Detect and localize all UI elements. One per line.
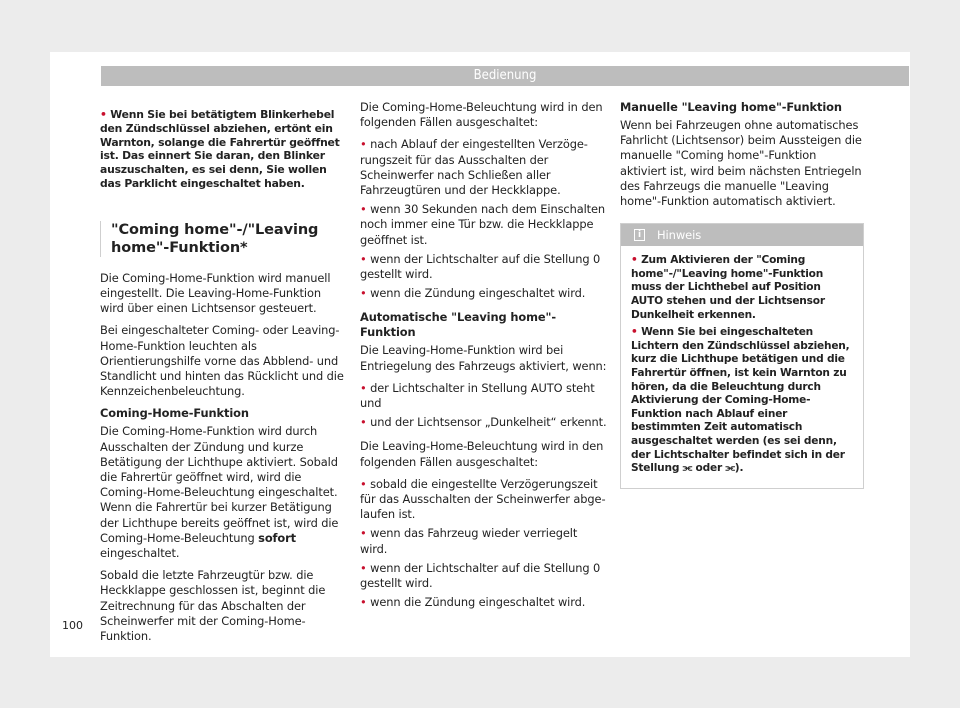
paragraph: Die Coming-Home-Funktion wird manuell eingestellt. Die Leaving-Home-Funktion wird über einen Lichtsensor gesteuert. xyxy=(100,270,331,316)
paragraph: Bei eingeschalteter Coming- oder Leaving-Home-Funktion leuchten als Orientierungshilfe vorne das Abblend- und Standlicht und hinten das Rücklicht und die Kennzeichenbeleuchtung. xyxy=(100,323,344,399)
page xyxy=(50,52,910,657)
list-item-text: und der Lichtsensor „Dunkelheit“ erkennt. xyxy=(370,415,607,430)
bullet-icon: • xyxy=(360,526,371,541)
list-item-text: wenn 30 Sekunden nach dem Einschalten noch immer eine Tür bzw. die Heckklappe geöffnet ist. xyxy=(360,202,606,247)
paragraph: Die Leaving-Home-Funktion wird bei Entriegelung des Fahrzeugs aktiviert, wenn: xyxy=(360,343,607,373)
column-left xyxy=(100,108,344,651)
bullet-icon: • xyxy=(360,476,371,491)
hinweis-title: Hinweis xyxy=(657,228,702,243)
bullet-icon: • xyxy=(360,415,371,430)
list-item xyxy=(360,595,608,610)
list-item xyxy=(360,526,608,556)
paragraph: Sobald die letzte Fahrzeugtür bzw. die Heckklappe geschlossen ist, beginnt die Zeitrechnung für das Abschalten der Scheinwerfer mit der Coming-Home-Funktion. xyxy=(100,568,326,644)
list-item xyxy=(360,286,608,301)
list-item-text: wenn der Lichtschalter auf die Stellung 0 gestellt wird. xyxy=(360,251,601,282)
paragraph: Die Coming-Home-Beleuchtung wird in den folgenden Fällen ausgeschaltet: xyxy=(360,100,603,130)
list-item xyxy=(360,477,608,523)
warning-note xyxy=(100,108,344,191)
warning-text: Wenn Sie bei betätigtem Blinkerhebel den Zündschlüssel abziehen, ertönt ein Warnton, solange die Fahrertür geöffnet ist. Das einnert Sie daran, den Blinker auszuschalten, es sei denn, Sie wollen das Parklicht eingeschaltet haben. xyxy=(100,108,340,190)
paragraph: Wenn bei Fahrzeugen ohne automatisches Fahrlicht (Lichtsensor) beim Aussteigen die manuelle "Coming home"-Funktion aktiviert ist, wird beim nächsten Entriegeln des Fahrzeugs die manuelle "Leaving home"-Funktion automatisch aktiviert. xyxy=(620,118,862,209)
hinweis-header xyxy=(621,224,863,246)
list-item xyxy=(360,252,608,282)
bullet-list xyxy=(360,137,608,301)
bullet-icon: • xyxy=(360,137,371,152)
bullet-list xyxy=(360,381,608,431)
subheading: Automatische "Leaving home"-Funktion xyxy=(360,310,556,340)
page-number: 100 xyxy=(62,619,83,632)
column-middle xyxy=(360,100,608,614)
section-heading: "Coming home"-/"Leaving home"-Funktion* xyxy=(100,221,344,257)
subheading: Coming-Home-Funktion xyxy=(100,406,249,421)
section-header: Bedienung xyxy=(101,66,909,86)
column-right xyxy=(620,100,864,489)
bullet-icon: • xyxy=(360,202,371,217)
bullet-icon: • xyxy=(100,108,111,121)
list-item xyxy=(360,381,608,411)
list-item-text: wenn der Lichtschalter auf die Stellung 0 gestellt wird. xyxy=(360,560,601,591)
bullet-icon: • xyxy=(360,251,371,266)
bullet-icon: • xyxy=(631,326,642,339)
list-item-text: der Lichtschalter in Stellung AUTO steht und xyxy=(360,380,595,411)
list-item-text: Zum Aktivieren der "Coming home"-/"Leaving home"-Funktion muss der Lichthebel auf Position AUTO stehen und der Lichtsensor Dunkelheit erkennen. xyxy=(631,254,825,321)
list-item xyxy=(360,202,608,248)
list-item xyxy=(631,326,855,476)
list-item-text: wenn die Zündung eingeschaltet wird. xyxy=(370,286,586,301)
list-item xyxy=(631,254,855,322)
bullet-icon: • xyxy=(360,380,371,395)
bullet-icon: • xyxy=(360,286,371,301)
bullet-list xyxy=(360,477,608,611)
list-item-text: nach Ablauf der eingestellten Verzögerungszeit für das Ausschalten der Scheinwerfer nach Schließen aller Fahrzeugtüren und der Heckklappe. xyxy=(360,137,588,198)
emphasis: sofort xyxy=(258,530,297,545)
list-item xyxy=(360,137,608,198)
list-item-text: sobald die eingestellte Verzögerungszeit für das Ausschalten der Scheinwerfer abgelaufen ist. xyxy=(360,476,606,522)
subheading: Manuelle "Leaving home"-Funktion xyxy=(620,100,842,114)
text: eingeschaltet. xyxy=(100,546,180,561)
bullet-icon: • xyxy=(360,560,371,575)
text: Die Coming-Home-Funktion wird durch Ausschalten der Zündung und kurze Betätigung der Lichthupe aktiviert. Sobald die Fahrertür geöffnet wird, wird die Coming-Home-Beleuchtung eingeschaltet. Wenn die Fahrertür bei kurzer Betätigung der Lichthupe bereits geöffnet ist, wird die Coming-Home-Beleuchtung xyxy=(100,424,339,545)
hinweis-box xyxy=(620,223,864,489)
list-item-text: wenn die Zündung eingeschaltet wird. xyxy=(370,595,586,610)
hinweis-body xyxy=(621,246,863,488)
list-item-text: wenn das Fahrzeug wieder verriegelt wird. xyxy=(360,526,578,556)
paragraph: Die Leaving-Home-Beleuchtung wird in den folgenden Fällen ausgeschaltet: xyxy=(360,439,604,469)
paragraph xyxy=(100,424,344,561)
bullet-icon: • xyxy=(360,595,371,610)
list-item-text: Wenn Sie bei eingeschalteten Lichtern den Zündschlüssel abziehen, kurz die Lichthupe betätigen und die Fahrertür öffnen, ist kein Warnton zu hören, da die Beleuchtung durch Aktivierung der Coming-Home-Funktion nach Ablauf einer bestimmten Zeit automatisch ausgeschaltet werden (es sei denn, der Lichtschalter befindet sich in der Stellung ⫘ oder ⫘). xyxy=(631,326,850,475)
info-icon: i xyxy=(634,229,645,241)
bullet-icon: • xyxy=(631,254,642,267)
list-item xyxy=(360,561,608,591)
list-item xyxy=(360,415,608,430)
